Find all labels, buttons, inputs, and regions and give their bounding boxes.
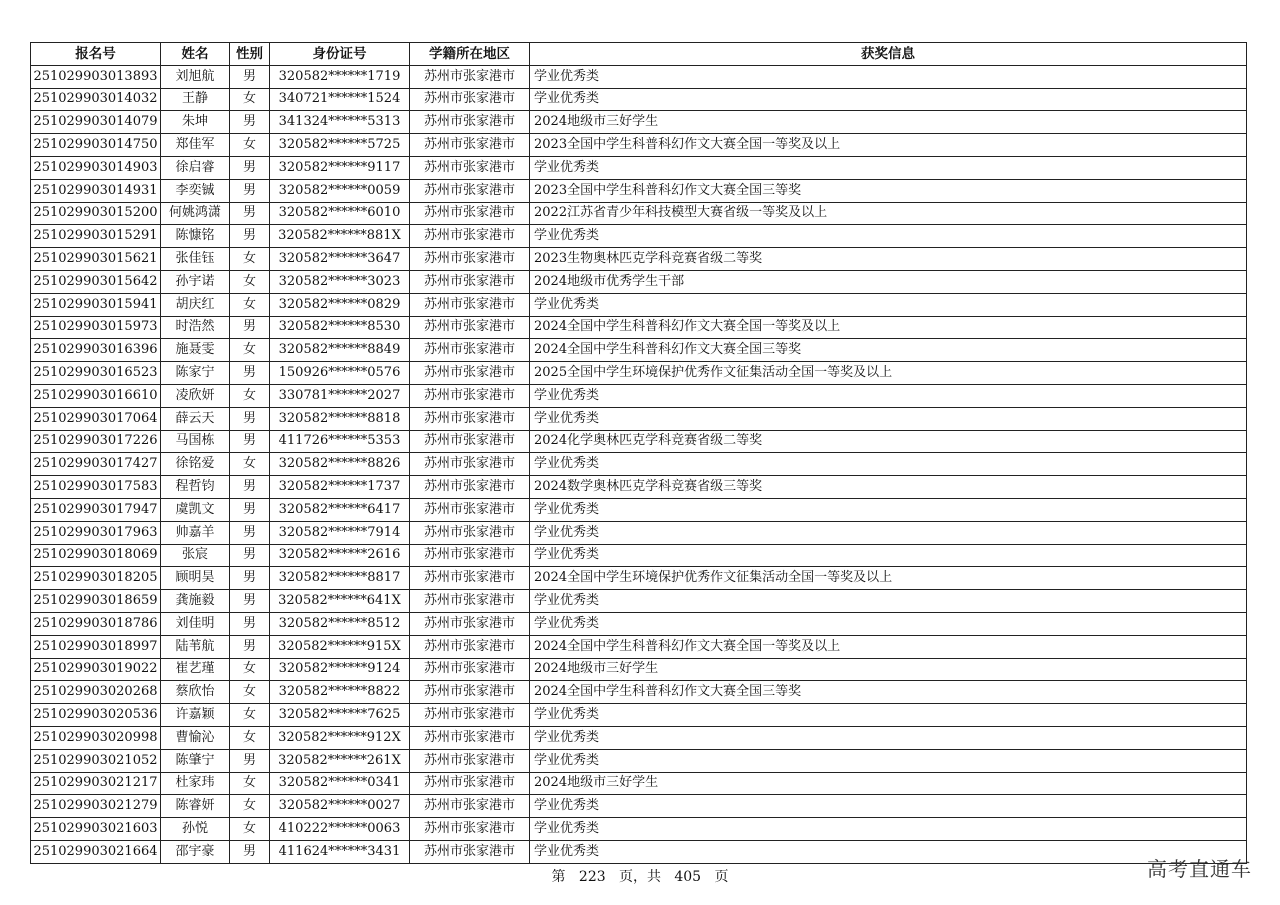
cell-id-number: 411624******3431: [270, 840, 410, 863]
cell-id-number: 320582******8817: [270, 567, 410, 590]
cell-award-info: 学业优秀类: [530, 818, 1247, 841]
cell-id-number: 320582******261X: [270, 749, 410, 772]
cell-registration-number: 251029903016396: [31, 339, 161, 362]
table-row: [31, 840, 1247, 863]
cell-name: 龚施毅: [161, 590, 230, 613]
cell-name: 张宸: [161, 544, 230, 567]
cell-name: 王静: [161, 88, 230, 111]
footer-current-page: 223: [578, 869, 606, 885]
cell-award-info: 2023生物奥林匹克学科竞赛省级二等奖: [530, 248, 1247, 271]
cell-id-number: 320582******8849: [270, 339, 410, 362]
cell-id-number: 320582******641X: [270, 590, 410, 613]
table-row: [31, 818, 1247, 841]
cell-region: 苏州市张家港市: [410, 179, 530, 202]
cell-id-number: 320582******8818: [270, 407, 410, 430]
cell-region: 苏州市张家港市: [410, 635, 530, 658]
award-table: [30, 42, 1247, 864]
cell-award-info: 学业优秀类: [530, 293, 1247, 316]
table-row: [31, 156, 1247, 179]
cell-region: 苏州市张家港市: [410, 521, 530, 544]
table-row: [31, 612, 1247, 635]
cell-region: 苏州市张家港市: [410, 681, 530, 704]
cell-gender: 男: [230, 840, 270, 863]
table-row: [31, 521, 1247, 544]
cell-gender: 男: [230, 179, 270, 202]
cell-region: 苏州市张家港市: [410, 704, 530, 727]
table-row: [31, 590, 1247, 613]
cell-region: 苏州市张家港市: [410, 430, 530, 453]
cell-region: 苏州市张家港市: [410, 612, 530, 635]
cell-id-number: 320582******0059: [270, 179, 410, 202]
cell-award-info: 学业优秀类: [530, 407, 1247, 430]
cell-gender: 女: [230, 88, 270, 111]
header-region: 学籍所在地区: [410, 43, 530, 66]
cell-region: 苏州市张家港市: [410, 544, 530, 567]
cell-gender: 女: [230, 270, 270, 293]
table-row: [31, 225, 1247, 248]
cell-registration-number: 251029903016523: [31, 362, 161, 385]
cell-name: 陈慷铭: [161, 225, 230, 248]
cell-registration-number: 251029903017427: [31, 453, 161, 476]
cell-registration-number: 251029903021052: [31, 749, 161, 772]
cell-id-number: 330781******2027: [270, 384, 410, 407]
table-row: [31, 362, 1247, 385]
cell-name: 张佳钰: [161, 248, 230, 271]
cell-name: 刘旭航: [161, 65, 230, 88]
cell-id-number: 340721******1524: [270, 88, 410, 111]
cell-gender: 女: [230, 384, 270, 407]
cell-id-number: 320582******5725: [270, 134, 410, 157]
table-header-row: [31, 43, 1247, 66]
cell-award-info: 学业优秀类: [530, 612, 1247, 635]
cell-region: 苏州市张家港市: [410, 339, 530, 362]
table-row: [31, 772, 1247, 795]
cell-gender: 女: [230, 453, 270, 476]
cell-award-info: 2024全国中学生环境保护优秀作文征集活动全国一等奖及以上: [530, 567, 1247, 590]
cell-id-number: 320582******2616: [270, 544, 410, 567]
cell-name: 陈肇宁: [161, 749, 230, 772]
cell-id-number: 320582******881X: [270, 225, 410, 248]
cell-registration-number: 251029903017963: [31, 521, 161, 544]
cell-registration-number: 251029903014032: [31, 88, 161, 111]
cell-region: 苏州市张家港市: [410, 749, 530, 772]
table-row: [31, 248, 1247, 271]
cell-id-number: 320582******7914: [270, 521, 410, 544]
cell-region: 苏州市张家港市: [410, 293, 530, 316]
cell-registration-number: 251029903017064: [31, 407, 161, 430]
cell-gender: 男: [230, 430, 270, 453]
cell-id-number: 320582******0341: [270, 772, 410, 795]
cell-region: 苏州市张家港市: [410, 658, 530, 681]
table-row: [31, 316, 1247, 339]
cell-registration-number: 251029903015642: [31, 270, 161, 293]
cell-registration-number: 251029903021279: [31, 795, 161, 818]
cell-award-info: 学业优秀类: [530, 225, 1247, 248]
table-row: [31, 704, 1247, 727]
cell-id-number: 320582******0027: [270, 795, 410, 818]
cell-gender: 男: [230, 225, 270, 248]
cell-award-info: 学业优秀类: [530, 795, 1247, 818]
cell-id-number: 341324******5313: [270, 111, 410, 134]
cell-gender: 女: [230, 795, 270, 818]
cell-name: 虞凯文: [161, 498, 230, 521]
footer-total-pages: 405: [674, 869, 702, 885]
cell-award-info: 学业优秀类: [530, 726, 1247, 749]
cell-award-info: 学业优秀类: [530, 453, 1247, 476]
cell-registration-number: 251029903018205: [31, 567, 161, 590]
table-row: [31, 179, 1247, 202]
cell-registration-number: 251029903013893: [31, 65, 161, 88]
cell-region: 苏州市张家港市: [410, 818, 530, 841]
cell-region: 苏州市张家港市: [410, 362, 530, 385]
header-registration-number: 报名号: [31, 43, 161, 66]
cell-award-info: 学业优秀类: [530, 840, 1247, 863]
cell-gender: 女: [230, 681, 270, 704]
cell-gender: 男: [230, 567, 270, 590]
cell-region: 苏州市张家港市: [410, 498, 530, 521]
cell-award-info: 2024全国中学生科普科幻作文大赛全国一等奖及以上: [530, 635, 1247, 658]
cell-region: 苏州市张家港市: [410, 726, 530, 749]
cell-award-info: 2024化学奥林匹克学科竞赛省级二等奖: [530, 430, 1247, 453]
cell-gender: 男: [230, 635, 270, 658]
cell-name: 程哲钧: [161, 476, 230, 499]
cell-region: 苏州市张家港市: [410, 316, 530, 339]
cell-award-info: 2024地级市三好学生: [530, 658, 1247, 681]
cell-gender: 男: [230, 65, 270, 88]
cell-name: 徐铭爱: [161, 453, 230, 476]
cell-award-info: 2024全国中学生科普科幻作文大赛全国三等奖: [530, 339, 1247, 362]
cell-award-info: 2024数学奥林匹克学科竞赛省级三等奖: [530, 476, 1247, 499]
cell-registration-number: 251029903020998: [31, 726, 161, 749]
table-row: [31, 749, 1247, 772]
cell-gender: 女: [230, 818, 270, 841]
cell-gender: 女: [230, 134, 270, 157]
cell-name: 凌欣妍: [161, 384, 230, 407]
cell-name: 蔡欣怡: [161, 681, 230, 704]
cell-id-number: 320582******6010: [270, 202, 410, 225]
cell-name: 曹愉沁: [161, 726, 230, 749]
table-row: [31, 726, 1247, 749]
table-row: [31, 111, 1247, 134]
table-row: [31, 202, 1247, 225]
cell-registration-number: 251029903014079: [31, 111, 161, 134]
table-row: [31, 498, 1247, 521]
cell-name: 朱坤: [161, 111, 230, 134]
cell-id-number: 411726******5353: [270, 430, 410, 453]
header-award-info: 获奖信息: [530, 43, 1247, 66]
cell-award-info: 2022江苏省青少年科技模型大赛省级一等奖及以上: [530, 202, 1247, 225]
cell-gender: 女: [230, 704, 270, 727]
cell-region: 苏州市张家港市: [410, 384, 530, 407]
cell-registration-number: 251029903019022: [31, 658, 161, 681]
footer-prefix: 第: [551, 869, 566, 885]
cell-gender: 男: [230, 202, 270, 225]
table-row: [31, 567, 1247, 590]
cell-gender: 男: [230, 590, 270, 613]
cell-gender: 男: [230, 407, 270, 430]
cell-registration-number: 251029903017226: [31, 430, 161, 453]
table-row: [31, 270, 1247, 293]
cell-name: 郑佳军: [161, 134, 230, 157]
header-gender: 性别: [230, 43, 270, 66]
cell-name: 孙悦: [161, 818, 230, 841]
cell-id-number: 320582******3647: [270, 248, 410, 271]
cell-name: 李奕铖: [161, 179, 230, 202]
cell-gender: 女: [230, 726, 270, 749]
cell-gender: 男: [230, 156, 270, 179]
table-row: [31, 795, 1247, 818]
cell-registration-number: 251029903021664: [31, 840, 161, 863]
cell-name: 崔艺瑾: [161, 658, 230, 681]
cell-gender: 男: [230, 111, 270, 134]
cell-award-info: 2024全国中学生科普科幻作文大赛全国一等奖及以上: [530, 316, 1247, 339]
cell-gender: 男: [230, 544, 270, 567]
cell-id-number: 320582******8512: [270, 612, 410, 635]
cell-registration-number: 251029903016610: [31, 384, 161, 407]
watermark-logo-text: 高考直通车: [1147, 857, 1252, 881]
cell-award-info: 学业优秀类: [530, 88, 1247, 111]
cell-id-number: 320582******1719: [270, 65, 410, 88]
cell-id-number: 320582******0829: [270, 293, 410, 316]
cell-award-info: 学业优秀类: [530, 544, 1247, 567]
cell-id-number: 320582******9117: [270, 156, 410, 179]
cell-registration-number: 251029903018659: [31, 590, 161, 613]
cell-gender: 男: [230, 498, 270, 521]
table-row: [31, 384, 1247, 407]
cell-award-info: 学业优秀类: [530, 498, 1247, 521]
cell-registration-number: 251029903014931: [31, 179, 161, 202]
cell-region: 苏州市张家港市: [410, 248, 530, 271]
cell-region: 苏州市张家港市: [410, 270, 530, 293]
cell-gender: 男: [230, 476, 270, 499]
cell-registration-number: 251029903015291: [31, 225, 161, 248]
cell-id-number: 320582******9124: [270, 658, 410, 681]
table-row: [31, 430, 1247, 453]
table-row: [31, 293, 1247, 316]
cell-award-info: 2024地级市三好学生: [530, 111, 1247, 134]
cell-award-info: 学业优秀类: [530, 590, 1247, 613]
cell-name: 时浩然: [161, 316, 230, 339]
cell-award-info: 学业优秀类: [530, 704, 1247, 727]
cell-registration-number: 251029903015941: [31, 293, 161, 316]
cell-id-number: 320582******7625: [270, 704, 410, 727]
award-table-sheet: [30, 42, 1246, 864]
cell-registration-number: 251029903018997: [31, 635, 161, 658]
cell-id-number: 320582******912X: [270, 726, 410, 749]
cell-id-number: 320582******3023: [270, 270, 410, 293]
cell-name: 邵宇豪: [161, 840, 230, 863]
cell-gender: 女: [230, 658, 270, 681]
cell-name: 何姚鸿潇: [161, 202, 230, 225]
cell-registration-number: 251029903014903: [31, 156, 161, 179]
cell-region: 苏州市张家港市: [410, 590, 530, 613]
cell-award-info: 2024地级市优秀学生干部: [530, 270, 1247, 293]
cell-region: 苏州市张家港市: [410, 840, 530, 863]
table-row: [31, 88, 1247, 111]
cell-id-number: 320582******8826: [270, 453, 410, 476]
cell-name: 马国栋: [161, 430, 230, 453]
cell-region: 苏州市张家港市: [410, 795, 530, 818]
header-id-number: 身份证号: [270, 43, 410, 66]
cell-registration-number: 251029903015973: [31, 316, 161, 339]
cell-gender: 女: [230, 293, 270, 316]
cell-award-info: 学业优秀类: [530, 384, 1247, 407]
cell-name: 孙宇诺: [161, 270, 230, 293]
cell-registration-number: 251029903021217: [31, 772, 161, 795]
cell-name: 顾明昊: [161, 567, 230, 590]
cell-id-number: 150926******0576: [270, 362, 410, 385]
cell-name: 徐启睿: [161, 156, 230, 179]
cell-gender: 女: [230, 772, 270, 795]
cell-award-info: 学业优秀类: [530, 749, 1247, 772]
table-body: [31, 65, 1247, 863]
cell-name: 陈家宁: [161, 362, 230, 385]
cell-region: 苏州市张家港市: [410, 65, 530, 88]
cell-award-info: 学业优秀类: [530, 156, 1247, 179]
cell-award-info: 2024地级市三好学生: [530, 772, 1247, 795]
cell-registration-number: 251029903018069: [31, 544, 161, 567]
table-row: [31, 544, 1247, 567]
cell-name: 许嘉颖: [161, 704, 230, 727]
table-row: [31, 453, 1247, 476]
cell-registration-number: 251029903017947: [31, 498, 161, 521]
table-row: [31, 658, 1247, 681]
cell-region: 苏州市张家港市: [410, 134, 530, 157]
cell-gender: 女: [230, 248, 270, 271]
cell-name: 薛云天: [161, 407, 230, 430]
cell-region: 苏州市张家港市: [410, 225, 530, 248]
table-row: [31, 635, 1247, 658]
cell-gender: 男: [230, 612, 270, 635]
cell-region: 苏州市张家港市: [410, 88, 530, 111]
cell-registration-number: 251029903017583: [31, 476, 161, 499]
header-name: 姓名: [161, 43, 230, 66]
cell-registration-number: 251029903014750: [31, 134, 161, 157]
cell-region: 苏州市张家港市: [410, 453, 530, 476]
cell-id-number: 410222******0063: [270, 818, 410, 841]
cell-award-info: 2024全国中学生科普科幻作文大赛全国三等奖: [530, 681, 1247, 704]
table-row: [31, 134, 1247, 157]
table-row: [31, 476, 1247, 499]
cell-award-info: 学业优秀类: [530, 521, 1247, 544]
cell-registration-number: 251029903015200: [31, 202, 161, 225]
cell-region: 苏州市张家港市: [410, 407, 530, 430]
cell-gender: 女: [230, 339, 270, 362]
cell-award-info: 2023全国中学生科普科幻作文大赛全国三等奖: [530, 179, 1247, 202]
cell-name: 陈睿妍: [161, 795, 230, 818]
cell-id-number: 320582******1737: [270, 476, 410, 499]
cell-registration-number: 251029903020536: [31, 704, 161, 727]
footer-suffix: 页: [714, 869, 729, 885]
cell-gender: 男: [230, 362, 270, 385]
page-footer: [0, 866, 1280, 886]
cell-registration-number: 251029903018786: [31, 612, 161, 635]
cell-region: 苏州市张家港市: [410, 111, 530, 134]
cell-name: 陆苇航: [161, 635, 230, 658]
cell-gender: 男: [230, 749, 270, 772]
cell-gender: 男: [230, 316, 270, 339]
cell-registration-number: 251029903021603: [31, 818, 161, 841]
cell-name: 施聂雯: [161, 339, 230, 362]
table-row: [31, 339, 1247, 362]
cell-name: 帅嘉羊: [161, 521, 230, 544]
footer-middle: 页，共: [619, 869, 661, 885]
cell-region: 苏州市张家港市: [410, 156, 530, 179]
cell-name: 胡庆红: [161, 293, 230, 316]
table-row: [31, 407, 1247, 430]
cell-id-number: 320582******8530: [270, 316, 410, 339]
table-row: [31, 681, 1247, 704]
cell-name: 刘佳明: [161, 612, 230, 635]
cell-region: 苏州市张家港市: [410, 202, 530, 225]
cell-registration-number: 251029903020268: [31, 681, 161, 704]
cell-gender: 男: [230, 521, 270, 544]
cell-id-number: 320582******915X: [270, 635, 410, 658]
cell-award-info: 学业优秀类: [530, 65, 1247, 88]
table-row: [31, 65, 1247, 88]
cell-region: 苏州市张家港市: [410, 476, 530, 499]
cell-region: 苏州市张家港市: [410, 567, 530, 590]
cell-registration-number: 251029903015621: [31, 248, 161, 271]
cell-region: 苏州市张家港市: [410, 772, 530, 795]
cell-name: 杜家玮: [161, 772, 230, 795]
cell-award-info: 2023全国中学生科普科幻作文大赛全国一等奖及以上: [530, 134, 1247, 157]
cell-id-number: 320582******8822: [270, 681, 410, 704]
cell-award-info: 2025全国中学生环境保护优秀作文征集活动全国一等奖及以上: [530, 362, 1247, 385]
cell-id-number: 320582******6417: [270, 498, 410, 521]
